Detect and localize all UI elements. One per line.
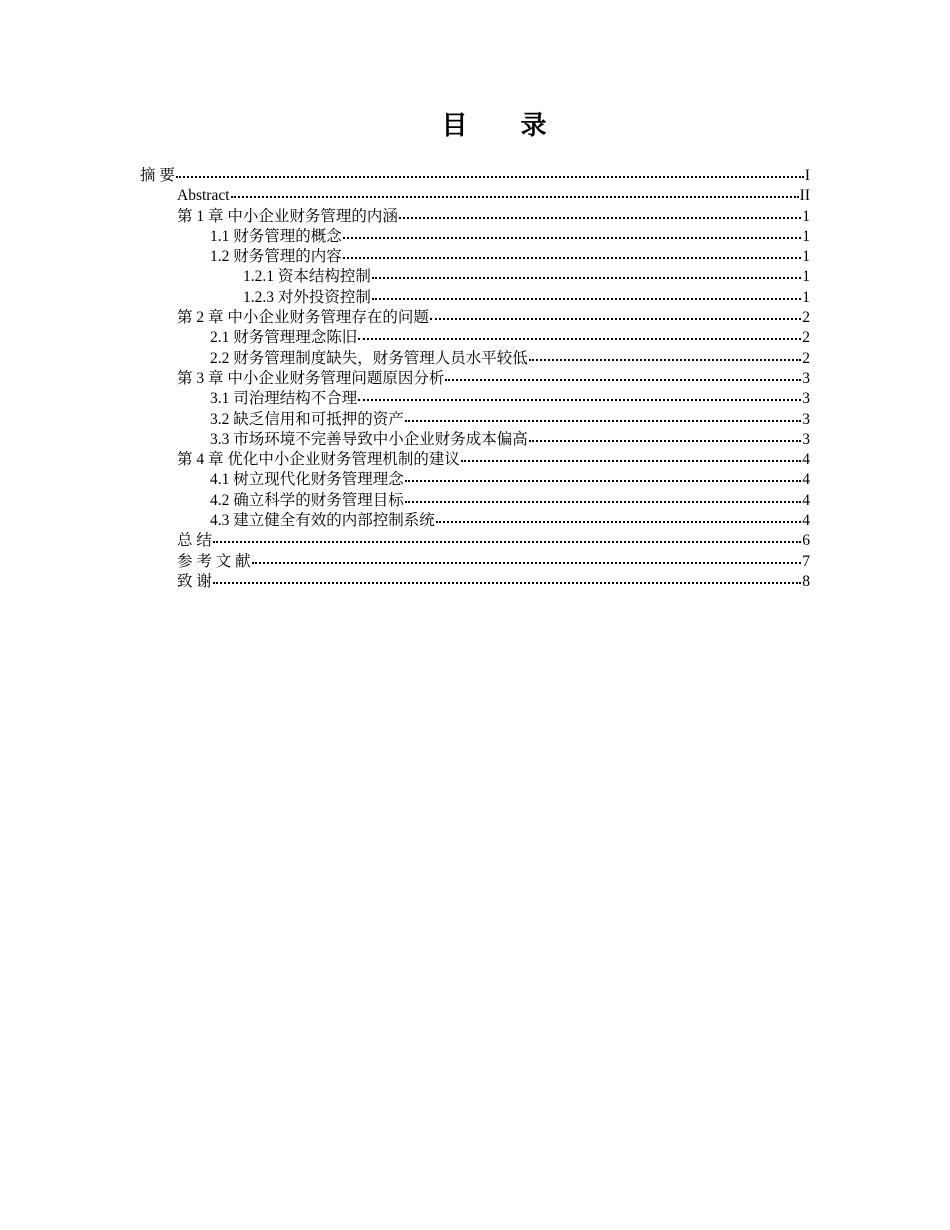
toc-title: 目 录 <box>441 111 569 141</box>
toc-entry-page: 8 <box>802 572 810 590</box>
toc-entry-page: 3 <box>802 369 810 387</box>
toc-entry-page: 3 <box>802 410 810 428</box>
toc-leader-dots <box>461 446 801 462</box>
toc-entry-abstract-cn[interactable] <box>140 164 810 184</box>
toc-leader-dots <box>343 223 801 239</box>
toc-entry-page: 4 <box>802 491 810 509</box>
toc-entry-abstract-en[interactable] <box>177 184 810 204</box>
toc-entry-section-3-3[interactable] <box>210 428 810 448</box>
toc-leader-dots <box>176 162 804 178</box>
toc-entry-page: 2 <box>802 309 810 327</box>
toc-entry-text: 1.1 财务管理的概念 <box>210 227 342 245</box>
toc-leader-dots <box>358 324 801 340</box>
toc-leader-dots <box>252 548 802 564</box>
toc-entry-text: 4.3 建立健全有效的内部控制系统 <box>210 512 435 530</box>
toc-entry-page: 1 <box>802 248 810 266</box>
toc-leader-dots <box>399 203 801 219</box>
toc-entry-page: 3 <box>802 430 810 448</box>
toc-entry-chapter-4[interactable] <box>177 448 810 468</box>
toc-entry-text: 2.2 财务管理制度缺失，财务管理人员水平较低 <box>210 349 528 367</box>
toc-entry-page: 4 <box>802 451 810 469</box>
toc-entry-text: 第 4 章 优化中小企业财务管理机制的建议 <box>177 451 460 469</box>
table-of-contents <box>0 164 950 590</box>
toc-entry-text: 3.3 市场环境不完善导致中小企业财务成本偏高 <box>210 430 528 448</box>
toc-entry-section-1-2[interactable] <box>210 245 810 265</box>
toc-leader-dots <box>529 345 801 361</box>
toc-leader-dots <box>372 284 801 300</box>
toc-leader-dots <box>405 466 801 482</box>
toc-entry-page: 1 <box>802 207 810 225</box>
toc-leader-dots <box>343 243 801 259</box>
toc-entry-page: 3 <box>802 390 810 408</box>
toc-leader-dots <box>358 385 801 401</box>
toc-entry-section-1-1[interactable] <box>210 225 810 245</box>
toc-entry-text: 第 2 章 中小企业财务管理存在的问题 <box>177 309 429 327</box>
toc-leader-dots <box>445 365 801 381</box>
toc-entry-text: 1.2.3 对外投资控制 <box>243 288 371 306</box>
toc-entry-chapter-3[interactable] <box>177 367 810 387</box>
toc-entry-section-2-2[interactable] <box>210 347 810 367</box>
toc-leader-dots <box>405 487 801 503</box>
toc-leader-dots <box>372 263 801 279</box>
toc-entry-section-1-2-3[interactable] <box>243 286 810 306</box>
toc-entry-acknowledgements[interactable] <box>177 570 810 590</box>
toc-entry-chapter-1[interactable] <box>177 205 810 225</box>
toc-entry-text: 摘 要 <box>140 167 175 184</box>
toc-entry-section-3-1[interactable] <box>210 387 810 407</box>
toc-entry-section-1-2-1[interactable] <box>243 265 810 285</box>
toc-entry-page: 6 <box>802 532 810 550</box>
toc-entry-section-4-1[interactable] <box>210 468 810 488</box>
toc-entry-text: 1.2 财务管理的内容 <box>210 248 342 266</box>
toc-leader-dots <box>430 304 801 320</box>
toc-entry-page: I <box>804 167 810 184</box>
toc-entry-text: Abstract <box>177 187 230 205</box>
toc-entry-references[interactable] <box>177 550 810 570</box>
toc-entry-conclusion[interactable] <box>177 529 810 549</box>
toc-entry-page: II <box>799 187 810 205</box>
toc-entry-text: 第 1 章 中小企业财务管理的内涵 <box>177 207 398 225</box>
toc-entry-text: 致 谢 <box>177 572 212 590</box>
toc-entry-page: 4 <box>802 471 810 489</box>
toc-entry-page: 1 <box>802 268 810 286</box>
toc-entry-text: 4.1 树立现代化财务管理理念 <box>210 471 404 489</box>
toc-entry-page: 2 <box>802 329 810 347</box>
toc-entry-section-4-3[interactable] <box>210 509 810 529</box>
toc-entry-text: 1.2.1 资本结构控制 <box>243 268 371 286</box>
toc-entry-chapter-2[interactable] <box>177 306 810 326</box>
toc-leader-dots <box>405 406 801 422</box>
toc-leader-dots <box>529 426 801 442</box>
toc-entry-section-4-2[interactable] <box>210 489 810 509</box>
toc-entry-text: 4.2 确立科学的财务管理目标 <box>210 491 404 509</box>
toc-entry-page: 1 <box>802 288 810 306</box>
toc-entry-page: 2 <box>802 349 810 367</box>
toc-leader-dots <box>213 527 801 543</box>
toc-entry-text: 3.1 司治理结构不合理 <box>210 390 358 408</box>
toc-entry-page: 1 <box>802 227 810 245</box>
toc-entry-text: 第 3 章 中小企业财务管理问题原因分析 <box>177 369 445 387</box>
toc-entry-text: 2.1 财务管理理念陈旧 <box>210 329 358 347</box>
toc-entry-text: 参 考 文 献 <box>177 552 251 570</box>
toc-entry-text: 总 结 <box>177 532 212 550</box>
toc-entry-text: 3.2 缺乏信用和可抵押的资产 <box>210 410 404 428</box>
toc-leader-dots <box>213 568 801 584</box>
toc-entry-section-2-1[interactable] <box>210 326 810 346</box>
toc-leader-dots <box>436 507 801 523</box>
toc-entry-page: 4 <box>802 512 810 530</box>
toc-entry-section-3-2[interactable] <box>210 408 810 428</box>
toc-leader-dots <box>231 182 799 198</box>
toc-entry-page: 7 <box>802 552 810 570</box>
